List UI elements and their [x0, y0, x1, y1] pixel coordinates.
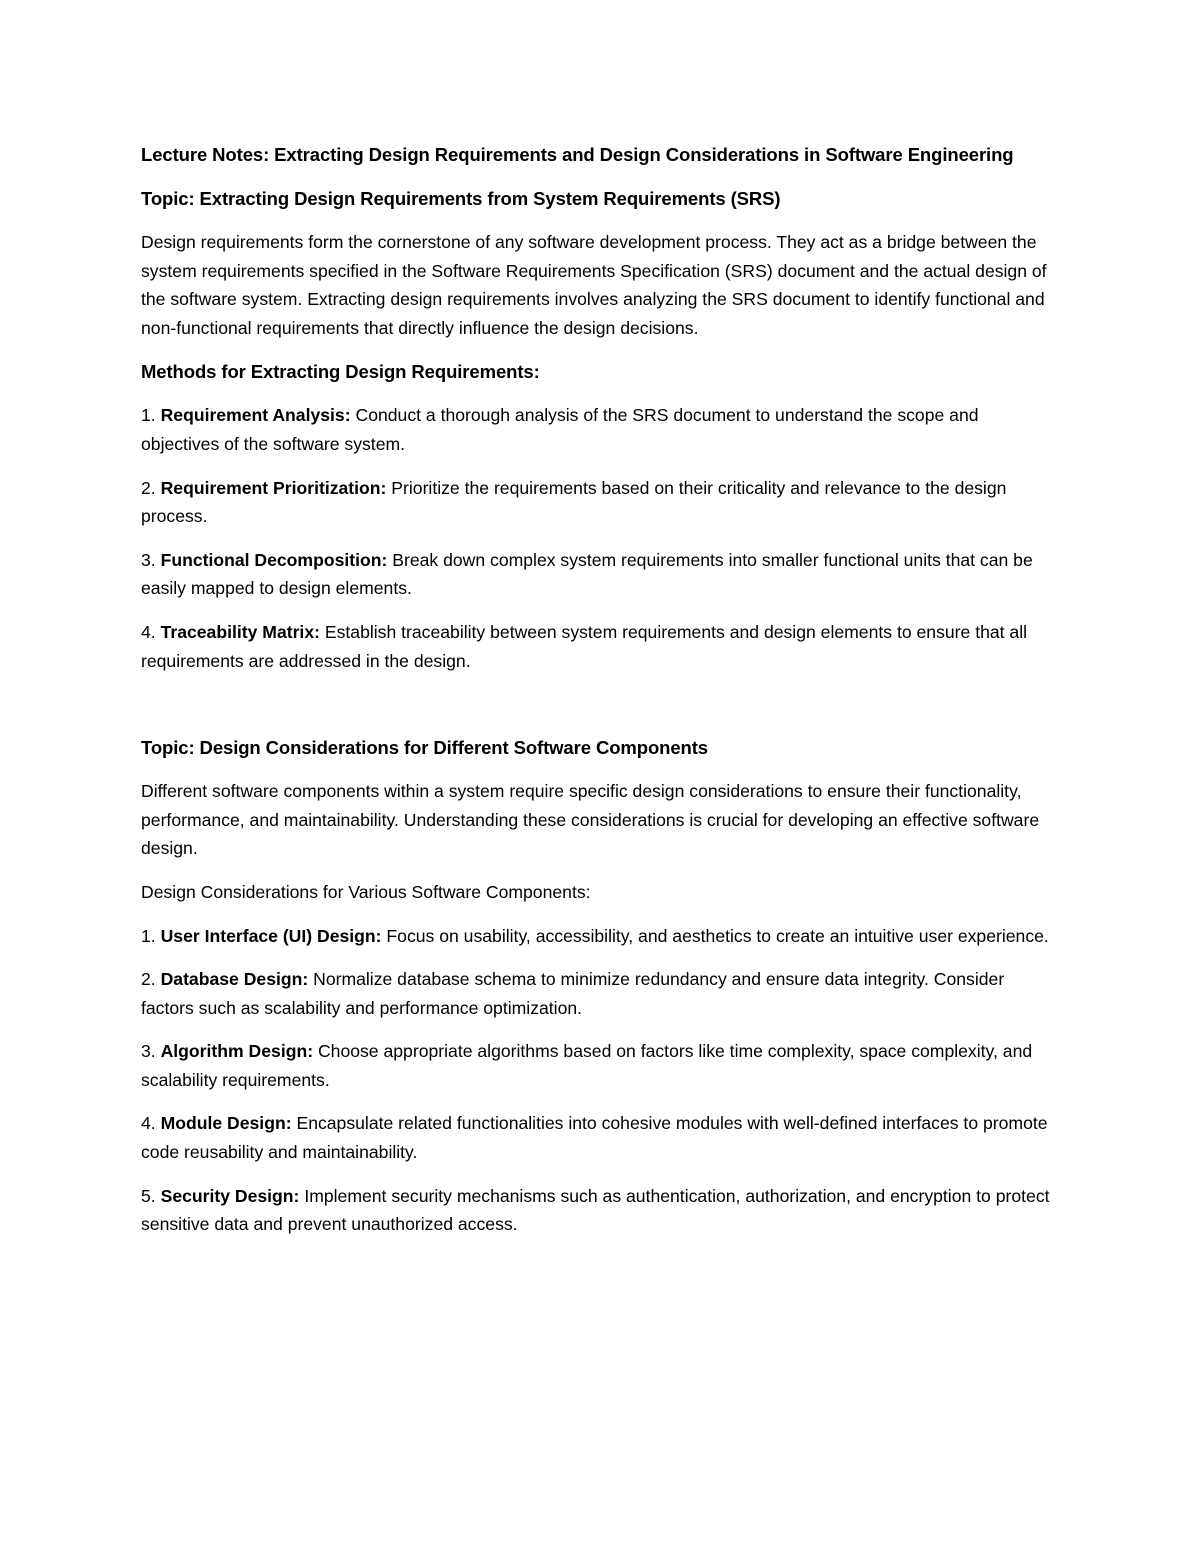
item-text: Choose appropriate algorithms based on factors like time complexity, space complexity, and scalability requirements. [141, 1041, 1033, 1090]
section-spacer [141, 690, 1061, 733]
section1-topic-heading: Topic: Extracting Design Requirements from System Requirements (SRS) [141, 188, 781, 209]
item-number: 1. [141, 405, 156, 426]
item-term: Functional Decomposition: [160, 549, 388, 570]
methods-heading: Methods for Extracting Design Requirements: [141, 361, 540, 383]
considerations-list-heading: Design Considerations for Various Software Components: [141, 881, 591, 902]
section1-intro-paragraph: Design requirements form the cornerstone of any software development process. They act as a bridge between the system requirements specified in the Software Requirements Specification (SRS) document and the actual design of the software system. Extracting design requirements involves analyzing the SRS document to identify functional and non-functional requirements that directly influence the design decisions. [141, 232, 1047, 338]
list-item [141, 618, 1061, 675]
list-item [141, 1109, 1061, 1166]
list-item [141, 922, 1061, 951]
section2-intro-paragraph: Different software components within a system require specific design considerations to ensure their functionality, performance, and maintainability. Understanding these considerations is crucial for developing an effective software design. [141, 781, 1040, 859]
item-number: 4. [141, 1113, 156, 1134]
list-item [141, 1182, 1061, 1239]
list-item [141, 474, 1061, 531]
list-item [141, 546, 1061, 603]
document-page [141, 140, 1061, 1254]
document-title: Lecture Notes: Extracting Design Requirements and Design Considerations in Software Engineering [141, 144, 1014, 165]
item-text: Establish traceability between system requirements and design elements to ensure that all requirements are addressed in the design. [141, 621, 1028, 671]
item-term: Database Design: [160, 969, 309, 990]
item-text: Implement security mechanisms such as authentication, authorization, and encryption to protect sensitive data and prevent unauthorized access. [141, 1185, 1050, 1235]
item-term: Requirement Analysis: [160, 405, 351, 426]
item-number: 2. [141, 969, 156, 990]
item-text: Encapsulate related functionalities into cohesive modules with well-defined interfaces to promote code reusability and maintainability. [141, 1113, 1048, 1163]
list-item [141, 401, 1061, 458]
item-number: 1. [141, 925, 156, 946]
item-term: User Interface (UI) Design: [160, 925, 382, 946]
item-number: 4. [141, 621, 156, 642]
item-number: 3. [141, 1041, 156, 1062]
list-item [141, 1037, 1061, 1094]
item-term: Requirement Prioritization: [160, 477, 387, 498]
item-text: Focus on usability, accessibility, and aesthetics to create an intuitive user experience. [386, 925, 1049, 946]
item-text: Prioritize the requirements based on their criticality and relevance to the design process. [141, 477, 1007, 527]
item-term: Traceability Matrix: [160, 621, 320, 642]
item-number: 3. [141, 549, 156, 570]
item-text: Break down complex system requirements into smaller functional units that can be easily mapped to design elements. [141, 549, 1033, 599]
list-item [141, 965, 1061, 1022]
item-text: Conduct a thorough analysis of the SRS document to understand the scope and objectives of the software system. [141, 405, 979, 454]
section2-topic-heading: Topic: Design Considerations for Different Software Components [141, 737, 708, 759]
item-term: Algorithm Design: [160, 1041, 314, 1062]
item-term: Security Design: [160, 1185, 300, 1206]
item-term: Module Design: [160, 1113, 292, 1134]
item-text: Normalize database schema to minimize redundancy and ensure data integrity. Consider factors such as scalability and performance optimization. [141, 969, 1005, 1018]
item-number: 2. [141, 477, 156, 498]
item-number: 5. [141, 1185, 156, 1206]
